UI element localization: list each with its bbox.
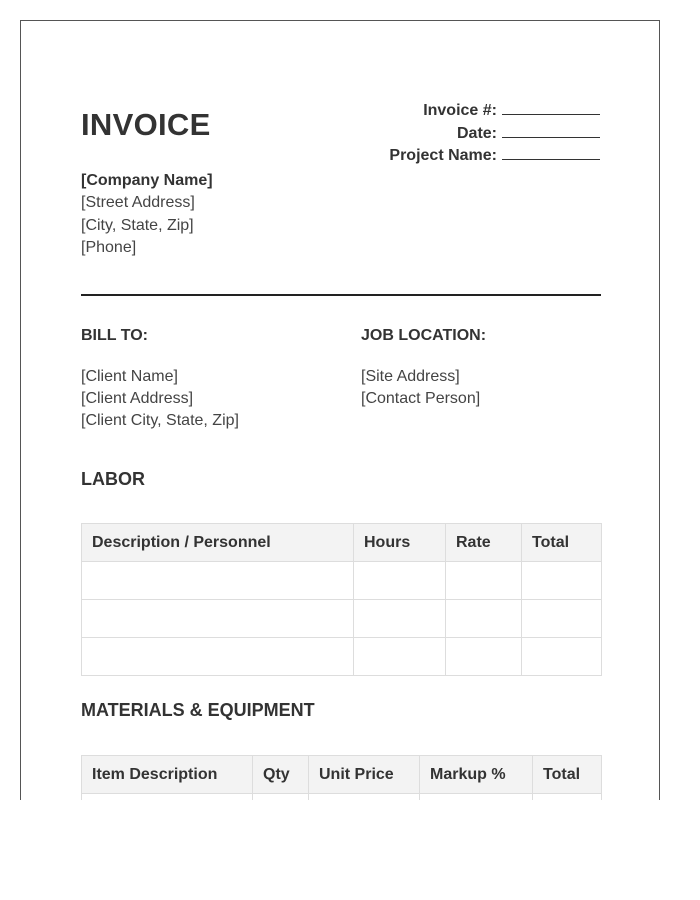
materials-heading: MATERIALS & EQUIPMENT bbox=[81, 700, 315, 720]
header-divider bbox=[81, 294, 601, 296]
company-phone: [Phone] bbox=[81, 238, 137, 256]
materials-col-markup: Markup % bbox=[420, 756, 533, 794]
table-row bbox=[82, 638, 602, 676]
table-row bbox=[82, 794, 602, 801]
invoice-meta bbox=[280, 99, 600, 167]
labor-header-row bbox=[82, 524, 602, 562]
invoice-number-row bbox=[280, 99, 600, 122]
labor-col-total: Total bbox=[522, 524, 602, 562]
labor-col-hours: Hours bbox=[354, 524, 446, 562]
labor-cell[interactable] bbox=[354, 638, 446, 676]
company-name: [Company Name] bbox=[81, 172, 213, 189]
invoice-number-field[interactable] bbox=[502, 99, 600, 115]
labor-cell[interactable] bbox=[446, 600, 522, 638]
client-name: [Client Name] bbox=[81, 368, 178, 385]
materials-cell[interactable] bbox=[82, 794, 253, 801]
site-address: [Site Address] bbox=[361, 368, 460, 385]
materials-cell[interactable] bbox=[533, 794, 602, 801]
labor-cell[interactable] bbox=[522, 638, 602, 676]
labor-cell[interactable] bbox=[354, 600, 446, 638]
company-city: [City, State, Zip] bbox=[81, 216, 194, 234]
materials-col-unit-price: Unit Price bbox=[309, 756, 420, 794]
invoice-page bbox=[20, 20, 660, 800]
materials-col-qty: Qty bbox=[253, 756, 309, 794]
client-address: [Client Address] bbox=[81, 390, 194, 407]
labor-cell[interactable] bbox=[446, 638, 522, 676]
materials-col-total: Total bbox=[533, 756, 602, 794]
project-name-label: Project Name: bbox=[389, 147, 497, 164]
materials-cell[interactable] bbox=[420, 794, 533, 801]
labor-cell[interactable] bbox=[82, 638, 354, 676]
labor-cell[interactable] bbox=[354, 562, 446, 600]
materials-cell[interactable] bbox=[309, 794, 420, 801]
labor-cell[interactable] bbox=[82, 600, 354, 638]
materials-cell[interactable] bbox=[253, 794, 309, 801]
invoice-number-label: Invoice #: bbox=[423, 102, 497, 119]
labor-cell[interactable] bbox=[522, 562, 602, 600]
contact-person: [Contact Person] bbox=[361, 390, 481, 407]
company-block bbox=[81, 170, 213, 259]
labor-cell[interactable] bbox=[522, 600, 602, 638]
bill-to-block bbox=[81, 366, 239, 432]
date-label: Date: bbox=[456, 124, 497, 142]
job-location-block bbox=[361, 366, 480, 410]
materials-header-row bbox=[82, 756, 602, 794]
labor-cell[interactable] bbox=[82, 562, 354, 600]
materials-col-item: Item Description bbox=[82, 756, 253, 794]
page-title: INVOICE bbox=[81, 107, 211, 142]
job-location-heading: JOB LOCATION: bbox=[361, 327, 487, 344]
date-field[interactable] bbox=[502, 122, 600, 138]
labor-col-description: Description / Personnel bbox=[82, 524, 354, 562]
materials-table bbox=[81, 755, 602, 800]
labor-heading: LABOR bbox=[81, 469, 145, 489]
table-row bbox=[82, 600, 602, 638]
company-street: [Street Address] bbox=[81, 194, 195, 212]
project-name-field[interactable] bbox=[502, 144, 600, 160]
bill-to-heading: BILL TO: bbox=[81, 327, 148, 344]
labor-cell[interactable] bbox=[446, 562, 522, 600]
date-row bbox=[280, 122, 600, 145]
labor-col-rate: Rate bbox=[446, 524, 522, 562]
labor-table bbox=[81, 523, 602, 676]
project-name-row bbox=[280, 144, 600, 167]
table-row bbox=[82, 562, 602, 600]
client-city: [Client City, State, Zip] bbox=[81, 412, 239, 429]
